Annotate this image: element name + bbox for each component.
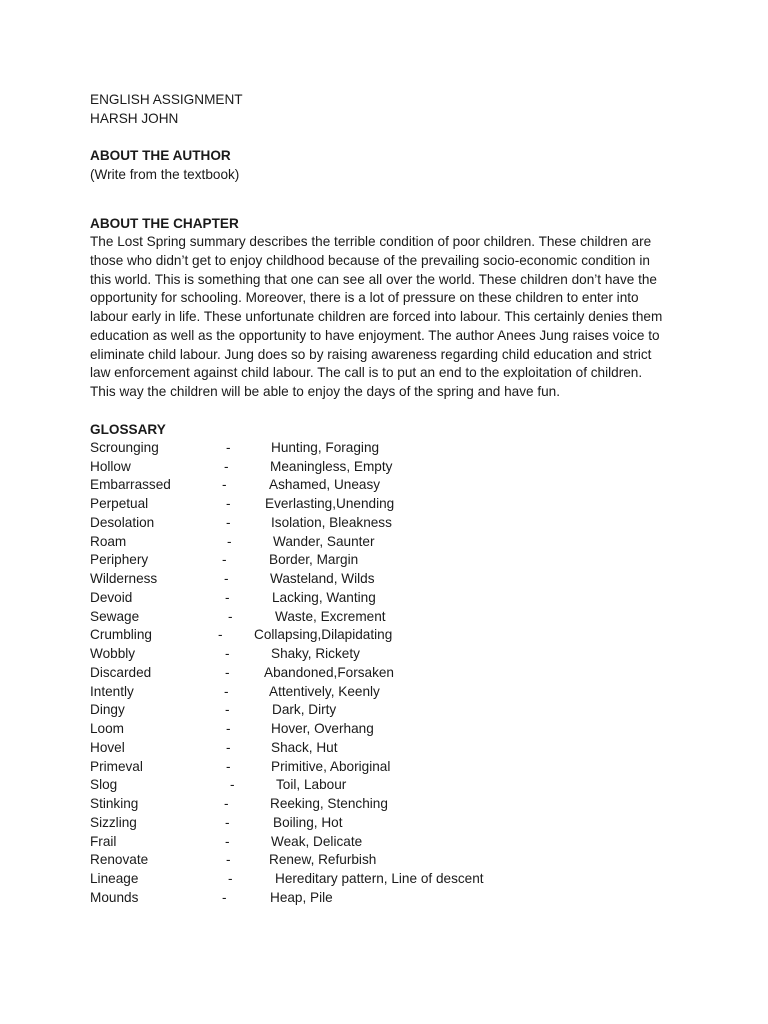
paragraph-line: those who didn’t get to enjoy childhood because of the prevailing socio-economic condition in [90,252,650,268]
glossary-separator: - [222,552,227,568]
glossary-row [90,683,690,702]
glossary-term: Wilderness [90,571,158,586]
glossary-term: Mounds [90,889,139,905]
glossary-separator: - [224,571,229,586]
glossary-row [90,495,690,514]
glossary-separator: - [224,683,229,699]
glossary-definition: Lacking, Wanting [272,589,376,605]
glossary-term: Stinking [90,796,139,811]
glossary-row [90,851,690,870]
spacer [90,402,690,420]
glossary-definition: Wasteland, Wilds [270,571,375,586]
glossary-separator: - [226,439,231,455]
about-author-heading: ABOUT THE AUTHOR [90,148,231,163]
glossary-separator: - [222,477,227,493]
glossary-separator: - [225,589,230,605]
glossary-list [90,439,690,908]
spacer [90,184,690,214]
glossary-term: Devoid [90,589,133,605]
glossary-term: Renovate [90,852,149,868]
glossary-definition: Primitive, Aboriginal [271,758,391,774]
glossary-definition: Dark, Dirty [272,702,337,718]
glossary-definition: Heap, Pile [270,889,333,905]
paragraph-line: labour early in life. These unfortunate children are forced into labour. This certainly denies them [90,309,663,324]
glossary-row [90,533,690,552]
glossary-row [90,589,690,608]
glossary-definition: Hereditary pattern, Line of descent [275,871,484,886]
about-chapter-heading: ABOUT THE CHAPTER [90,216,239,231]
glossary-separator: - [225,702,230,718]
glossary-separator: - [226,758,231,774]
assignment-title: ENGLISH ASSIGNMENT [90,92,243,107]
paragraph-line: law enforcement against child labour. The call is to put an end to the exploitation of children. [90,365,643,381]
glossary-separator: - [224,458,229,474]
glossary-term: Roam [90,533,127,549]
glossary-row [90,570,690,589]
glossary-row [90,608,690,627]
glossary-term: Lineage [90,871,139,886]
document-page [90,90,690,908]
glossary-definition: Collapsing,Dilapidating [254,627,393,643]
glossary-separator: - [226,496,231,511]
glossary-row [90,645,690,664]
glossary-term: Perpetual [90,496,149,511]
glossary-row [90,664,690,683]
glossary-term: Loom [90,721,125,736]
paragraph-line: eliminate child labour. Jung does so by raising awareness regarding child education and strict [90,346,652,362]
glossary-separator: - [225,814,230,830]
glossary-row [90,833,690,852]
glossary-term: Sizzling [90,814,137,830]
glossary-definition: Hover, Overhang [271,721,374,736]
glossary-term: Embarrassed [90,477,171,493]
glossary-row [90,701,690,720]
glossary-separator: - [226,721,231,736]
glossary-row [90,458,690,477]
paragraph-line: This way the children will be able to enjoy the days of the spring and have fun. [90,384,561,399]
glossary-definition: Wander, Saunter [273,533,375,549]
glossary-row [90,514,690,533]
glossary-row [90,626,690,645]
spacer [90,128,690,146]
glossary-definition: Boiling, Hot [273,814,343,830]
glossary-term: Scrounging [90,439,159,455]
glossary-row [90,814,690,833]
about-author-note: (Write from the textbook) [90,167,240,182]
glossary-row [90,758,690,777]
glossary-definition: Meaningless, Empty [270,458,393,474]
glossary-separator: - [226,739,231,755]
glossary-term: Primeval [90,758,143,774]
glossary-definition: Waste, Excrement [275,608,386,624]
glossary-definition: Border, Margin [269,552,359,568]
glossary-row [90,889,690,908]
paragraph-line: this world. This is something that one can see all over the world. These children don’t have the [90,271,657,287]
glossary-definition: Weak, Delicate [271,833,363,849]
glossary-row [90,439,690,458]
paragraph-line: The Lost Spring summary describes the terrible condition of poor children. These children are [90,234,652,249]
glossary-term: Wobbly [90,646,136,661]
glossary-term: Hollow [90,458,131,474]
glossary-term: Frail [90,833,117,849]
glossary-row [90,476,690,495]
glossary-separator: - [222,889,227,905]
glossary-term: Discarded [90,664,152,680]
glossary-separator: - [228,608,233,624]
about-chapter-paragraph [90,233,663,402]
glossary-separator: - [218,627,223,643]
glossary-term: Dingy [90,702,125,718]
glossary-term: Periphery [90,552,149,568]
glossary-definition: Shack, Hut [271,739,338,755]
glossary-definition: Reeking, Stenching [270,796,388,811]
glossary-separator: - [226,852,231,868]
glossary-row [90,739,690,758]
glossary-separator: - [225,646,230,661]
glossary-row [90,870,690,889]
paragraph-line: opportunity for schooling. Moreover, there is a lot of pressure on these children to enter into [90,290,639,306]
glossary-row [90,551,690,570]
glossary-separator: - [228,871,233,886]
glossary-term: Sewage [90,608,140,624]
glossary-row [90,776,690,795]
glossary-definition: Abandoned,Forsaken [264,664,394,680]
glossary-separator: - [225,664,230,680]
glossary-heading: GLOSSARY [90,421,166,437]
glossary-term: Intently [90,683,134,699]
glossary-separator: - [225,833,230,849]
glossary-term: Crumbling [90,627,152,643]
glossary-separator: - [226,514,231,530]
glossary-term: Hovel [90,739,125,755]
glossary-definition: Toil, Labour [276,777,347,793]
glossary-separator: - [227,533,232,549]
glossary-definition: Shaky, Rickety [271,646,360,661]
glossary-separator: - [224,796,229,811]
glossary-definition: Everlasting,Unending [265,496,395,511]
student-name: HARSH JOHN [90,111,179,126]
glossary-term: Slog [90,777,118,793]
glossary-definition: Ashamed, Uneasy [269,477,381,493]
paragraph-line: education as well as the opportunity to have enjoyment. The author Anees Jung raises voice to [90,327,660,343]
glossary-definition: Hunting, Foraging [271,439,380,455]
glossary-row [90,795,690,814]
glossary-term: Desolation [90,514,155,530]
glossary-definition: Attentively, Keenly [269,683,380,699]
glossary-definition: Isolation, Bleakness [271,514,392,530]
glossary-row [90,720,690,739]
glossary-definition: Renew, Refurbish [269,852,377,868]
glossary-separator: - [230,777,235,793]
